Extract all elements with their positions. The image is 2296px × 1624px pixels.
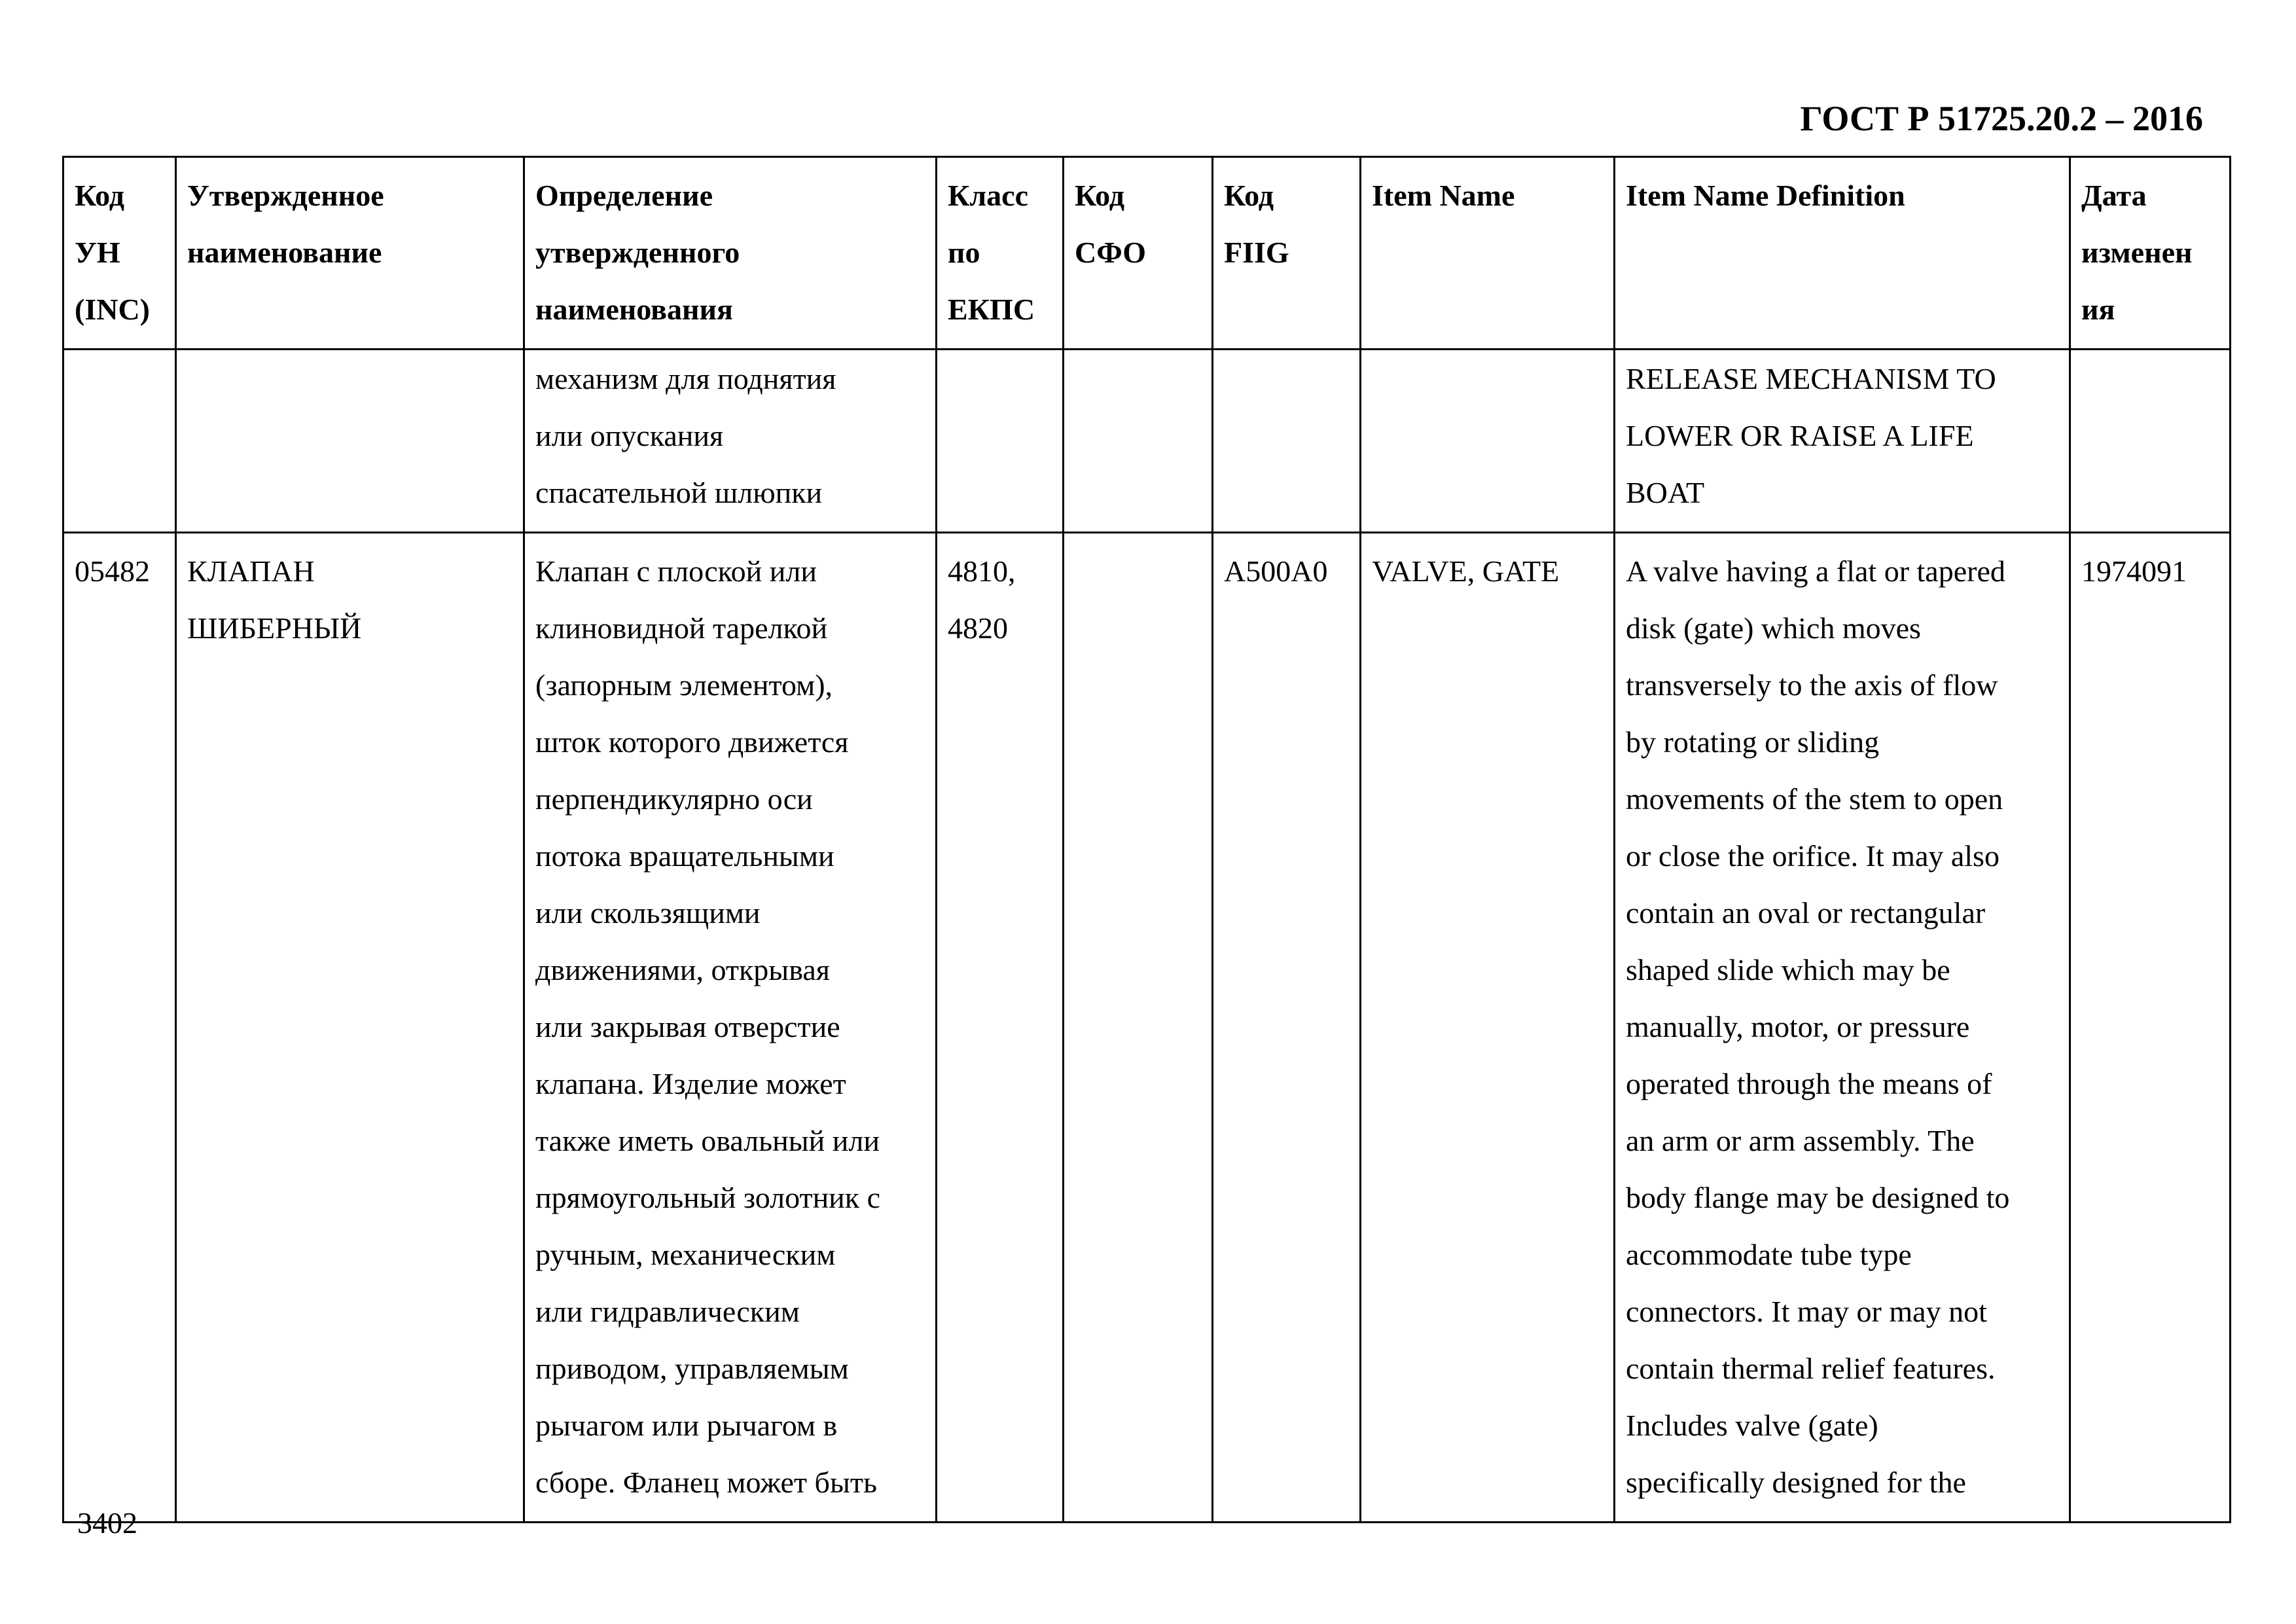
- change-date-cell: [2070, 533, 2231, 1523]
- header-line: Item Name: [1372, 179, 1515, 212]
- cell-line: (запорным элементом),: [535, 668, 833, 702]
- column-header-item-name-definition: [1615, 157, 2070, 350]
- cell-line: disk (gate) which moves: [1626, 611, 1921, 645]
- header-line: Код: [1224, 179, 1274, 212]
- cell-line: contain an oval or rectangular: [1626, 896, 1986, 929]
- table-row: [63, 533, 2231, 1523]
- table-header-row: [63, 157, 2231, 350]
- ekps-class-cell: [937, 533, 1064, 1523]
- column-header-item-name: [1361, 157, 1615, 350]
- cell-line: механизм для поднятия: [535, 362, 836, 395]
- change-date-cell: [2070, 350, 2231, 533]
- cell-line: перпендикулярно оси: [535, 782, 813, 816]
- cell-line: 1974091: [2081, 554, 2187, 588]
- cell-line: operated through the means of: [1626, 1067, 1992, 1100]
- cell-line: или опускания: [535, 419, 724, 452]
- cell-line: A500A0: [1224, 554, 1328, 588]
- cell-line: contain thermal relief features.: [1626, 1352, 1996, 1385]
- fiig-code-cell: [1213, 350, 1361, 533]
- header-line: ия: [2081, 293, 2115, 326]
- item-name-cell: [1361, 350, 1615, 533]
- definition-cell: [524, 533, 937, 1523]
- cell-line: body flange may be designed to: [1626, 1181, 2010, 1214]
- cell-line: Клапан с плоской или: [535, 554, 817, 588]
- header-line: Определение: [535, 179, 713, 212]
- cell-line: или гидравлическим: [535, 1295, 800, 1328]
- header-line: ЕКПС: [948, 293, 1035, 326]
- header-line: Утвержденное: [187, 179, 384, 212]
- header-line: УН: [75, 236, 120, 269]
- column-header-approved-name: [176, 157, 524, 350]
- header-line: Код: [1075, 179, 1125, 212]
- column-header-ekps-class: [937, 157, 1064, 350]
- header-line: по: [948, 236, 980, 269]
- cell-line: ручным, механическим: [535, 1238, 836, 1271]
- cell-line: by rotating or sliding: [1626, 725, 1880, 759]
- cell-line: рычагом или рычагом в: [535, 1409, 838, 1442]
- cell-line: manually, motor, or pressure: [1626, 1010, 1970, 1043]
- cell-line: movements of the stem to open: [1626, 782, 2003, 816]
- column-header-fiig-code: [1213, 157, 1361, 350]
- cell-line: BOAT: [1626, 476, 1705, 509]
- header-line: Item Name Definition: [1626, 179, 1905, 212]
- cell-line: ШИБЕРНЫЙ: [187, 611, 362, 645]
- cell-line: клапана. Изделие может: [535, 1067, 846, 1100]
- header-line: наименование: [187, 236, 382, 269]
- item-definition-cell: [1615, 533, 2070, 1523]
- cell-line: LOWER OR RAISE A LIFE: [1626, 419, 1974, 452]
- column-header-change-date: [2070, 157, 2231, 350]
- header-line: Класс: [948, 179, 1028, 212]
- cell-line: 4810,: [948, 554, 1016, 588]
- cell-line: accommodate tube type: [1626, 1238, 1912, 1271]
- cell-line: RELEASE MECHANISM TO: [1626, 362, 1996, 395]
- cell-line: transversely to the axis of flow: [1626, 668, 1998, 702]
- header-line: наименования: [535, 293, 733, 326]
- cell-line: VALVE, GATE: [1372, 554, 1560, 588]
- inc-code-cell: [63, 350, 176, 533]
- header-line: Код: [75, 179, 125, 212]
- cell-line: сборе. Фланец может быть: [535, 1466, 877, 1499]
- cell-line: потока вращательными: [535, 839, 834, 873]
- header-line: FIIG: [1224, 236, 1289, 269]
- inc-code-cell: [63, 533, 176, 1523]
- catalog-table: [62, 156, 2231, 1523]
- cell-line: an arm or arm assembly. The: [1626, 1124, 1975, 1157]
- definition-cell: [524, 350, 937, 533]
- cell-line: шток которого движется: [535, 725, 849, 759]
- cell-line: также иметь овальный или: [535, 1124, 880, 1157]
- cell-line: 05482: [75, 554, 150, 588]
- cell-line: specifically designed for the: [1626, 1466, 1966, 1499]
- cell-line: Includes valve (gate): [1626, 1409, 1878, 1442]
- cell-line: движениями, открывая: [535, 953, 830, 986]
- document-code-header: ГОСТ Р 51725.20.2 – 2016: [1800, 99, 2203, 138]
- header-line: Дата: [2081, 179, 2147, 212]
- cell-line: A valve having a flat or tapered: [1626, 554, 2005, 588]
- header-line: изменен: [2081, 236, 2193, 269]
- cell-line: или скользящими: [535, 896, 761, 929]
- column-header-inc-code: [63, 157, 176, 350]
- cell-line: приводом, управляемым: [535, 1352, 849, 1385]
- cell-line: клиновидной тарелкой: [535, 611, 828, 645]
- header-line: утвержденного: [535, 236, 740, 269]
- table-row: [63, 350, 2231, 533]
- header-line: СФО: [1075, 236, 1147, 269]
- fiig-code-cell: [1213, 533, 1361, 1523]
- item-definition-cell: [1615, 350, 2070, 533]
- ekps-class-cell: [937, 350, 1064, 533]
- cell-line: or close the orifice. It may also: [1626, 839, 2000, 873]
- approved-name-cell: [176, 533, 524, 1523]
- cell-line: shaped slide which may be: [1626, 953, 1950, 986]
- cell-line: прямоугольный золотник с: [535, 1181, 881, 1214]
- cell-line: 4820: [948, 611, 1008, 645]
- page-number: 3402: [77, 1506, 137, 1540]
- cell-line: connectors. It may or may not: [1626, 1295, 1987, 1328]
- approved-name-cell: [176, 350, 524, 533]
- header-line: (INC): [75, 293, 150, 326]
- item-name-cell: [1361, 533, 1615, 1523]
- cell-line: спасательной шлюпки: [535, 476, 823, 509]
- sfo-code-cell: [1064, 533, 1213, 1523]
- column-header-sfo-code: [1064, 157, 1213, 350]
- cell-line: КЛАПАН: [187, 554, 315, 588]
- sfo-code-cell: [1064, 350, 1213, 533]
- cell-line: или закрывая отверстие: [535, 1010, 840, 1043]
- column-header-name-definition: [524, 157, 937, 350]
